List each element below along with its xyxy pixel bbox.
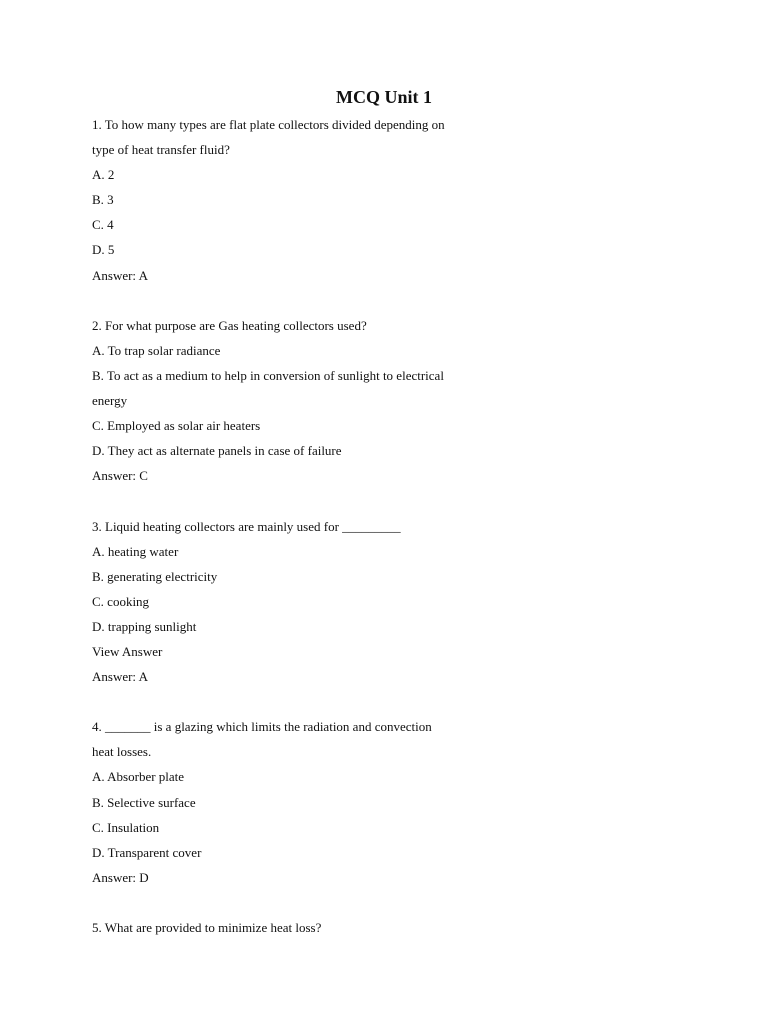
question-block [92,514,512,690]
option-a: A. To trap solar radiance [92,342,221,358]
view-answer-text: View Answer [92,643,163,659]
option-b: B. Selective surface [92,794,196,810]
option-c: C. cooking [92,593,150,609]
option-a: A. 2 [92,167,115,183]
answer-text: Answer: C [92,468,148,484]
question-text: 2. For what purpose are Gas heating collectors used? [92,317,367,333]
question-text: 3. Liquid heating collectors are mainly used for _________ [92,518,401,534]
option-b: B. 3 [92,192,114,208]
question-text: 5. What are provided to minimize heat loss? [92,920,322,935]
option-a: A. Absorber plate [92,769,185,785]
question-text: 4. _______ is a glazing which limits the radiation and convection [92,719,432,735]
option-d: D. Transparent cover [92,844,202,860]
spacer [92,890,512,915]
spacer [92,488,512,513]
option-d: D. trapping sunlight [92,618,197,634]
answer-text: Answer: D [92,869,149,885]
question-text: heat losses. [92,744,152,760]
document-title: MCQ Unit 1 [336,87,432,107]
spacer [92,689,512,714]
question-block [92,915,512,940]
option-d: D. They act as alternate panels in case of failure [92,443,342,459]
option-c: C. Insulation [92,819,160,835]
question-block [92,313,512,489]
answer-text: Answer: A [92,267,148,283]
question-list [92,112,512,940]
question-block [92,714,512,890]
option-c: C. Employed as solar air heaters [92,418,261,434]
option-a: A. heating water [92,543,179,559]
spacer [92,288,512,313]
option-b: B. To act as a medium to help in conversion of sunlight to electrical [92,367,444,383]
question-text: 1. To how many types are flat plate collectors divided depending on [92,117,445,132]
option-b: B. generating electricity [92,568,218,584]
answer-text: Answer: A [92,669,148,685]
question-block [92,112,512,288]
option-d: D. 5 [92,242,115,258]
question-text: type of heat transfer fluid? [92,142,230,158]
option-c: C. 4 [92,217,114,233]
option-b-continued: energy [92,393,128,409]
